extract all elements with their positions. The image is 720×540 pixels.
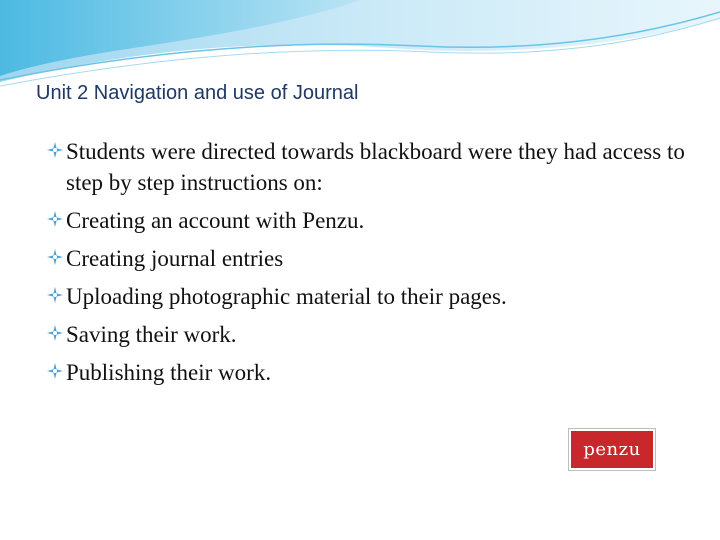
slide-title: Unit 2 Navigation and use of Journal bbox=[36, 82, 359, 104]
bullet-text: Publishing their work. bbox=[66, 360, 272, 385]
bullet-list bbox=[46, 136, 686, 395]
bullet-item bbox=[46, 136, 686, 198]
bullet-text: Uploading photographic material to their pages. bbox=[66, 284, 507, 309]
bullet-item bbox=[46, 281, 686, 312]
sparkle-bullet-icon bbox=[46, 362, 64, 380]
sparkle-bullet-icon bbox=[46, 248, 64, 266]
bullet-item bbox=[46, 319, 686, 350]
bullet-item bbox=[46, 205, 686, 236]
bullet-item bbox=[46, 243, 686, 274]
penzu-logo bbox=[568, 428, 656, 471]
bullet-text: Saving their work. bbox=[66, 322, 237, 347]
sparkle-bullet-icon bbox=[46, 324, 64, 342]
penzu-logo-text: penzu bbox=[571, 431, 653, 468]
bullet-text: Students were directed towards blackboard were they had access to step by step instructions on: bbox=[66, 139, 685, 195]
bullet-text: Creating an account with Penzu. bbox=[66, 208, 365, 233]
bullet-item bbox=[46, 357, 686, 388]
sparkle-bullet-icon bbox=[46, 286, 64, 304]
bullet-text: Creating journal entries bbox=[66, 246, 284, 271]
header-wave-decoration bbox=[0, 0, 720, 90]
sparkle-bullet-icon bbox=[46, 210, 64, 228]
sparkle-bullet-icon bbox=[46, 141, 64, 159]
